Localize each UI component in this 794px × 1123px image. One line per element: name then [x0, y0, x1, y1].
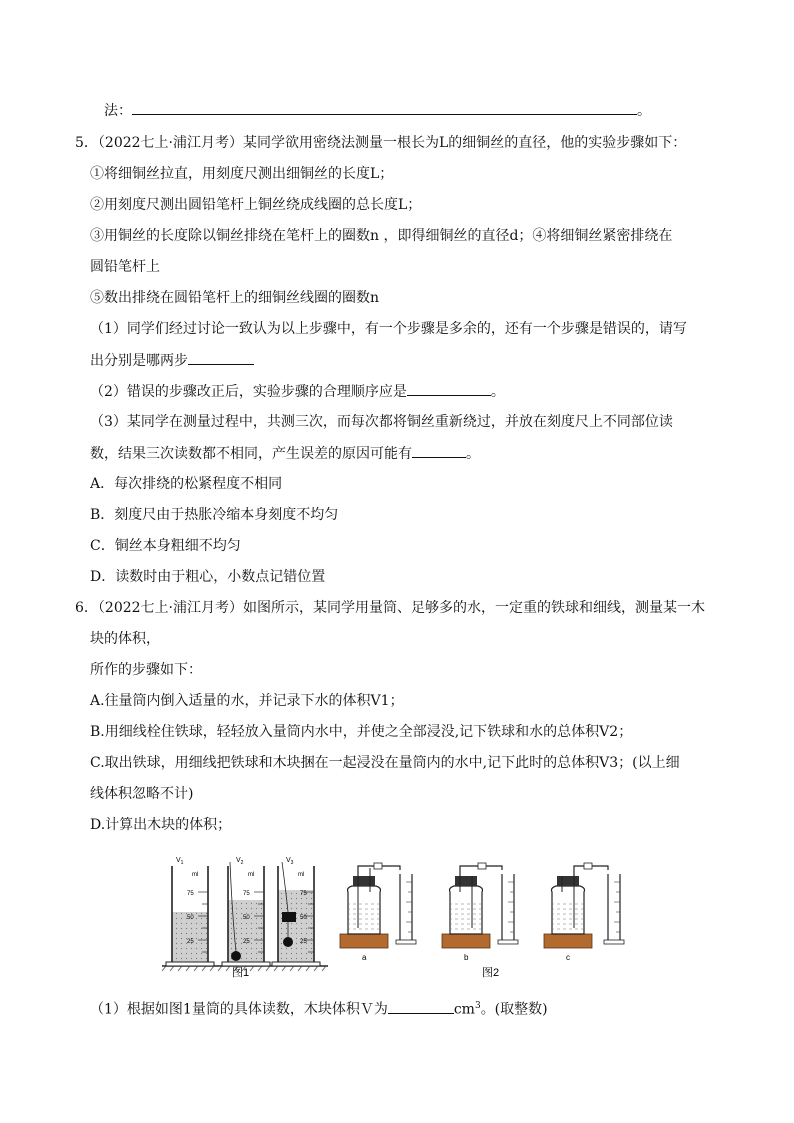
cylinder-v3-sub: 3	[290, 860, 294, 866]
cylinder-v2-tick-75: 75	[243, 891, 250, 897]
q6-intro: 所作的步骤如下：	[90, 662, 202, 678]
q6-sub1-end: 。(取整数)	[480, 1001, 548, 1018]
cylinder-v3-tick-75: 75	[300, 891, 307, 897]
q5-sub1-line2	[90, 350, 254, 371]
iron-ball-tied	[283, 937, 293, 947]
cylinder-v3-label: V	[286, 857, 291, 864]
cylinder-v2	[222, 857, 270, 966]
q5-sub2	[90, 381, 505, 402]
figure1-caption: 图1	[232, 967, 250, 979]
svg-text:V2	[236, 857, 244, 866]
cylinder-v1-sub: 1	[180, 860, 184, 866]
figure1	[162, 857, 328, 979]
figure2-caption: 图2	[482, 967, 500, 979]
q4-end: 。	[637, 103, 651, 119]
q6-header-line2: 块的体积，	[90, 631, 160, 647]
q6-header-line1: 6．（2022七上·浦江月考）如图所示，某同学用量筒、足够多的水，一定重的铁球和细线，测量某一木	[75, 600, 705, 616]
q6-sub1-blank[interactable]	[388, 999, 454, 1014]
q5-sub3-text: 数，结果三次读数都不相同，产生误差的原因可能有	[90, 446, 412, 462]
apparatus-a-label: a	[362, 953, 367, 962]
wood-block	[282, 912, 296, 922]
q5-sub1-line1: （1）同学们经过讨论一致认为以上步骤中，有一个步骤是多余的，还有一个步骤是错误的，请写	[90, 321, 687, 337]
cylinder-v3	[272, 857, 320, 966]
q5-option-c: C．铜丝本身粗细不均匀	[90, 538, 241, 554]
cylinder-v1-tick-75: 75	[187, 891, 194, 897]
q5-sub3-blank[interactable]	[412, 443, 466, 458]
cylinder-v1-label: V	[176, 857, 181, 864]
iron-ball	[231, 951, 241, 961]
q5-sub1-text: 出分别是哪两步	[90, 353, 188, 369]
q6-sub1	[90, 996, 548, 1020]
svg-text:V1	[176, 857, 184, 866]
cylinder-v1-unit: ml	[192, 872, 199, 878]
q6-step-c-cont: 线体积忽略不计)	[90, 786, 194, 802]
q5-step-3-4: ③用铜丝的长度除以铜丝排绕在笔杆上的圈数n ，即得细铜丝的直径d；④将细铜丝紧密排绕在	[90, 228, 673, 244]
q4-prefix: 法：	[104, 103, 132, 119]
q6-sub1-unit: cm	[453, 1001, 475, 1018]
cylinder-v3-unit: ml	[298, 872, 305, 878]
apparatus-c	[544, 863, 624, 962]
q5-step-5: ⑤数出排绕在圆铅笔杆上的细铜丝线圈的圈数n	[90, 290, 380, 306]
cylinder-v2-unit: ml	[248, 872, 255, 878]
q5-option-a: A．每次排绕的松紧程度不相同	[90, 476, 283, 492]
svg-text:V3	[286, 857, 294, 866]
q5-option-b: B．刻度尺由于热胀冷缩本身刻度不均匀	[90, 507, 339, 523]
q6-step-b: B.用细线栓住铁球，轻轻放入量筒内水中，并使之全部浸没,记下铁球和水的总体积V2；	[90, 724, 633, 740]
q4-answer-blank[interactable]	[132, 100, 637, 115]
figure-svg	[160, 852, 640, 980]
q5-sub2-end: 。	[490, 384, 505, 400]
q4-answer-line	[104, 100, 651, 121]
apparatus-a	[340, 863, 416, 962]
apparatus-b-label: b	[464, 953, 469, 962]
cylinder-v2-tick-25: 25	[243, 939, 250, 945]
q5-sub3-line1: （3）某同学在测量过程中，共测三次，而每次都将铜丝重新绕过，并放在刻度尺上不同部位读	[90, 414, 673, 430]
q6-step-d: D.计算出木块的体积；	[90, 817, 232, 833]
q5-step-1: ①将细铜丝拉直，用刻度尺测出细铜丝的长度L；	[90, 166, 394, 182]
q5-sub2-text: （2）错误的步骤改正后，实验步骤的合理顺序应是	[90, 384, 407, 400]
apparatus-c-label: c	[566, 953, 570, 962]
apparatus-b	[442, 863, 518, 962]
cylinder-v1-tick-25: 25	[187, 939, 194, 945]
cylinder-v1-tick-50: 50	[187, 915, 194, 921]
cylinder-v2-label: V	[236, 857, 241, 864]
experiment-figure	[160, 852, 640, 984]
q5-sub3-line2	[90, 443, 480, 464]
q6-sub1-sup: 3	[474, 1001, 481, 1011]
q5-sub2-blank[interactable]	[407, 381, 491, 396]
q6-step-a: A.往量筒内倒入适量的水，并记录下水的体积V1；	[90, 693, 404, 709]
cylinder-v1	[166, 857, 214, 966]
q6-step-c: C.取出铁球，用细线把铁球和木块捆在一起浸没在量筒内的水中,记下此时的总体积V3；(以上细	[90, 755, 680, 771]
q5-header: 5．（2022七上·浦江月考）某同学欲用密绕法测量一根长为L的细铜丝的直径，他的实验步骤如下：	[75, 135, 687, 151]
cylinder-v2-tick-50: 50	[243, 915, 250, 921]
q6-sub1-text: （1）根据如图1量筒的具体读数，木块体积Ｖ为	[90, 1001, 388, 1018]
figure2	[340, 863, 624, 979]
q5-option-d: D．读数时由于粗心，小数点记错位置	[90, 569, 326, 585]
q5-sub1-blank[interactable]	[188, 350, 254, 365]
cylinder-v3-tick-50: 50	[300, 915, 307, 921]
q5-step-4-cont: 圆铅笔杆上	[90, 259, 160, 275]
cylinder-v2-sub: 2	[240, 860, 244, 866]
cylinder-v3-tick-25: 25	[300, 939, 307, 945]
q5-step-2: ②用刻度尺测出圆铅笔杆上铜丝绕成线圈的总长度L；	[90, 197, 422, 213]
q5-sub3-end: 。	[466, 446, 480, 462]
